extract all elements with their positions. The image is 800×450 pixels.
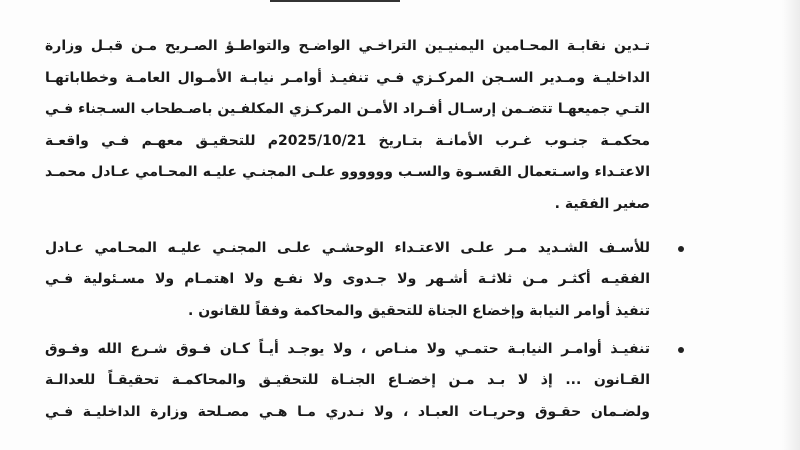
paragraph-line: محكمـة جنـوب غـرب الأمانـة بتـاريخ 2025/10/21م للتحقيـق معهـم فـي واقعـة: [45, 132, 650, 149]
paragraph-line: الداخليـة ومـدير السـجن المركـزي فـي تنفيـذ أوامـر نيابـة الأمـوال العامـة وخطاباتهـا: [45, 69, 650, 86]
bullet-line: تنفيـذ أوامـر النيابـة حتمـي ولا منـاص ، ولا يوجـد أيـاً كـان فـوق شـرع الله وفـوق: [45, 340, 650, 357]
bullet-item: [45, 238, 650, 321]
paragraph-line: تـدين نقابـة المحـامين اليمنيـين التراخـي الواضـح والتواطـؤ الصـريح مـن قبـل وزارة: [45, 38, 650, 54]
page-edge-shadow: [782, 0, 800, 450]
bullet-line: للأسـف الشـديد مـر علـى الاعتـداء الوحشـي علـى المجنـي عليـه المحـامي عـادل: [45, 239, 650, 256]
paragraph-line: الاعتـداء واسـتعمال القسـوة والسـب وووووو علـى المجنـي عليـه المحـامي عـادل محمـد: [45, 164, 650, 180]
paragraph-line: صغير الفقية .: [554, 195, 650, 212]
bullet-line: ولضـمان حقـوق وحريـات العبـاد ، ولا نـدري مـا هـي مصـلحة وزارة الداخليـة فـي: [45, 403, 650, 420]
bullet-item: [45, 339, 650, 422]
paragraph-line: التـي جميعهـا تتضـمن إرسـال أفـراد الأمـن المركـزي المكلفـين باصـطحاب السـجناء فـي: [45, 101, 650, 117]
bullet-line: تنفيذ أوامر النيابة وإخضاع الجناة للتحقيق والمحاكمة وفقاً للقانون .: [188, 302, 650, 319]
document-body: [45, 0, 650, 422]
bullet-icon: [678, 246, 684, 252]
bullet-list: [45, 238, 650, 422]
bullet-line: القـانون ... إذ لا بـد مـن إخضـاع الجنـاة للتحقيـق والمحاكمـة تحقيقـاً للعدالـة: [45, 372, 650, 388]
bullet-icon: [678, 347, 684, 353]
bullet-line: الفقيـه أكثـر مـن ثلاثـة أشـهر ولا جـدوى ولا نفـع ولا اهتمـام ولا مسـئولية فـي: [45, 271, 650, 287]
intro-paragraph: [45, 36, 650, 214]
